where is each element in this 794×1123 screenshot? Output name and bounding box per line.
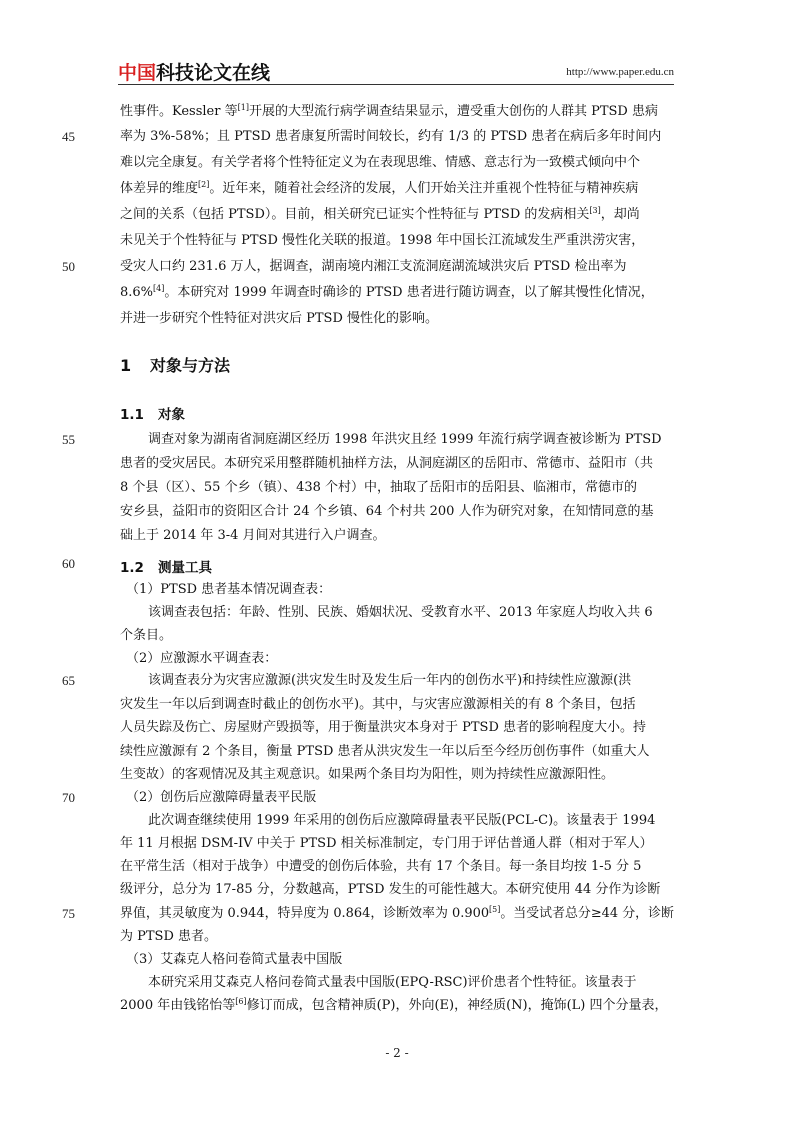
- body-text-line: 难以完全康复。有关学者将个性特征定义为在表现思维、情感、意志行为一致模式倾向中个: [120, 155, 641, 170]
- line-number: 65: [62, 673, 75, 688]
- citation[interactable]: [6]: [235, 997, 247, 1006]
- item-heading: （3）艾森克人格问卷简式量表中国版: [126, 952, 343, 967]
- body-text-line: 该调查表包括：年龄、性别、民族、婚姻状况、受教育水平、2013 年家庭人均收入共 6: [148, 605, 653, 620]
- body-text-line: 受灾人口约 231.6 万人，据调查，湖南境内湘江支流洞庭湖流域洪灾后 PTSD 检出率为: [120, 259, 627, 274]
- body-text-line: 率为 3%-58%；且 PTSD 患者康复所需时间较长，约有 1/3 的 PTSD 患者在病后多年时间内: [120, 129, 662, 144]
- body-text-line: 之间的关系（包括 PTSD）。目前，相关研究已证实个性特征与 PTSD 的发病相关[3]，却尚: [120, 206, 640, 222]
- logo-text: 科技论文在线: [156, 62, 271, 84]
- body-text-line: 础上于 2014 年 3-4 月间对其进行入户调查。: [120, 528, 386, 543]
- item-heading: （2）创伤后应激障碍量表平民版: [126, 790, 317, 805]
- subsection-heading: 1.2 测量工具: [120, 560, 212, 576]
- body-text-line: 体差异的维度[2]。近年来，随着社会经济的发展，人们开始关注并重视个性特征与精神疾病: [120, 180, 639, 196]
- body-text-line: 在平常生活（相对于战争）中遭受的创伤后体验，共有 17 个条目。每一条目均按 1-5 分 5: [120, 859, 642, 874]
- body-text-line: 未见关于个性特征与 PTSD 慢性化关联的报道。1998 年中国长江流域发生严重洪涝灾害，: [120, 233, 645, 248]
- site-url[interactable]: http://www.paper.edu.cn: [566, 66, 674, 78]
- subsection-heading: 1.1 对象: [120, 407, 185, 423]
- line-number: 75: [62, 906, 75, 921]
- section-heading: 1 对象与方法: [120, 356, 231, 375]
- citation[interactable]: [5]: [489, 905, 501, 914]
- body-text-line: 调查对象为湖南省洞庭湖区经历 1998 年洪灾且经 1999 年流行病学调查被诊断为 PTSD: [148, 432, 662, 447]
- citation[interactable]: [3]: [589, 206, 601, 215]
- citation[interactable]: [4]: [153, 284, 165, 293]
- item-heading: （1）PTSD 患者基本情况调查表：: [126, 582, 332, 597]
- body-text-line: 续性应激源有 2 个条目，衡量 PTSD 患者从洪灾发生一年以后至今经历创伤事件（如重大人: [120, 744, 650, 759]
- body-text-line: 灾发生一年以后到调查时截止的创伤水平)。其中，与灾害应激源相关的有 8 个条目，包括: [120, 697, 636, 712]
- page-header: [118, 58, 674, 82]
- page-number: - 2 -: [385, 1046, 409, 1060]
- line-number: 55: [62, 432, 75, 447]
- body-text-line: 人员失踪及伤亡、房屋财产毁损等，用于衡量洪灾本身对于 PTSD 患者的影响程度大小。持: [120, 720, 647, 735]
- line-number: 60: [62, 556, 75, 571]
- body-text-line: 为 PTSD 患者。: [120, 929, 218, 944]
- citation[interactable]: [1]: [237, 103, 249, 112]
- line-number: 50: [62, 259, 75, 274]
- body-text-line: 本研究采用艾森克人格问卷简式量表中国版(EPQ-RSC)评价患者个性特征。该量表于: [148, 975, 637, 990]
- body-text-line: 安乡县，益阳市的资阳区合计 24 个乡镇、64 个村共 200 人作为研究对象，在知情同意的基: [120, 504, 654, 519]
- body-text-line: 性事件。Kessler 等[1]开展的大型流行病学调查结果显示，遭受重大创伤的人群其 PTSD 患病: [120, 103, 658, 119]
- header-rule: [118, 84, 674, 85]
- item-heading: （2）应激源水平调查表：: [126, 651, 278, 666]
- line-number: 45: [62, 129, 75, 144]
- body-text-line: 8 个县（区）、55 个乡（镇）、438 个村）中，抽取了岳阳市的岳阳县、临湘市，常德市的: [120, 480, 638, 495]
- body-text-line: 年 11 月根据 DSM-IV 中关于 PTSD 相关标准制定，专门用于评估普通人群（相对于军人）: [120, 836, 653, 851]
- body-text-line: 界值，其灵敏度为 0.944，特异度为 0.864，诊断效率为 0.900[5]。当受试者总分≥44 分，诊断: [120, 905, 674, 921]
- body-text-line: 级评分，总分为 17-85 分，分数越高，PTSD 发生的可能性越大。本研究使用 44 分作为诊断: [120, 882, 661, 897]
- body-text-line: 8.6%[4]。本研究对 1999 年调查时确诊的 PTSD 患者进行随访调查，以了解其慢性化情况，: [120, 284, 654, 300]
- body-text-line: 患者的受灾居民。本研究采用整群随机抽样方法，从洞庭湖区的岳阳市、常德市、益阳市（共: [120, 456, 654, 471]
- body-text-line: 此次调查继续使用 1999 年采用的创伤后应激障碍量表平民版(PCL-C)。该量表于 1994: [148, 813, 656, 828]
- body-text-line: 并进一步研究个性特征对洪灾后 PTSD 慢性化的影响。: [120, 311, 439, 326]
- body-text-line: 生变故）的客观情况及其主观意识。如果两个条目均为阳性，则为持续性应激源阳性。: [120, 767, 615, 782]
- body-text-line: 个条目。: [120, 628, 173, 643]
- body-text-line: 2000 年由钱铭怡等[6]修订而成，包含精神质(P)，外向(E)，神经质(N)，掩饰(L) 四个分量表，: [120, 997, 668, 1013]
- site-logo: [118, 58, 270, 85]
- line-number: 70: [62, 790, 75, 805]
- logo-highlight: 中国: [118, 62, 157, 84]
- citation[interactable]: [2]: [198, 180, 210, 189]
- body-text-line: 该调查表分为灾害应激源(洪灾发生时及发生后一年内的创伤水平)和持续性应激源(洪: [148, 673, 632, 688]
